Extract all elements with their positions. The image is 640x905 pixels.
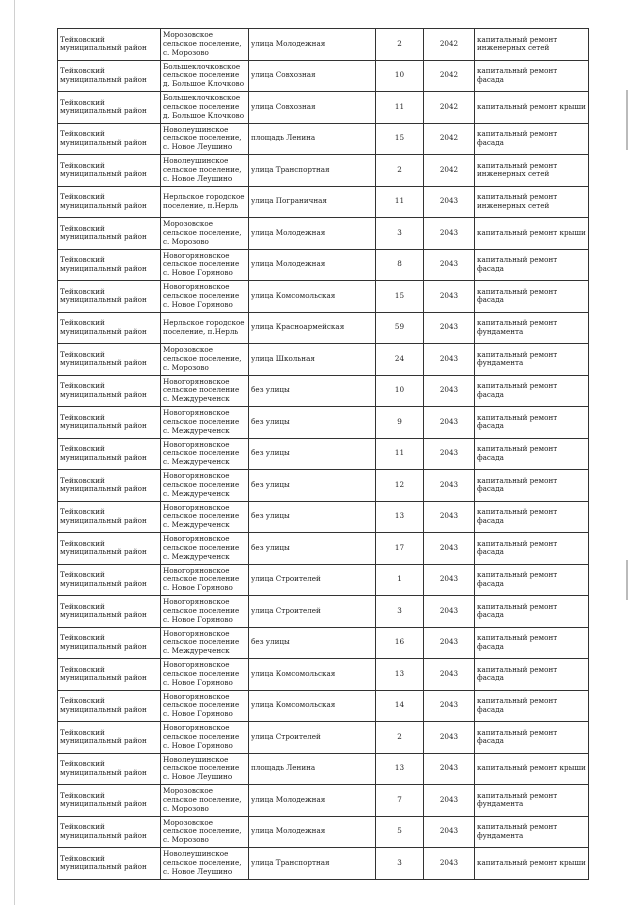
settlement-cell: Новогоряновское сельское поселение с. Новое Горяново (161, 659, 249, 691)
house-number-cell: 16 (376, 627, 424, 659)
settlement-cell: Новогоряновское сельское поселение с. Междуреченск (161, 438, 249, 470)
work-type-cell: капитальный ремонт фасада (475, 722, 589, 754)
house-number-cell: 9 (376, 407, 424, 439)
street-cell: улица Молодежная (249, 816, 376, 848)
district-cell: Тейковский муниципальный район (58, 753, 161, 785)
settlement-cell: Нерльское городское поселение, п.Нерль (161, 312, 249, 344)
year-cell: 2043 (424, 438, 475, 470)
table-row (58, 249, 589, 281)
work-type-cell: капитальный ремонт фасада (475, 60, 589, 92)
street-cell: улица Молодежная (249, 29, 376, 61)
table-row (58, 344, 589, 376)
scan-edge-line (14, 0, 15, 905)
settlement-cell: Новогоряновское сельское поселение с. Новое Горяново (161, 722, 249, 754)
table-row (58, 92, 589, 124)
district-cell: Тейковский муниципальный район (58, 501, 161, 533)
table-row (58, 690, 589, 722)
house-number-cell: 3 (376, 596, 424, 628)
district-cell: Тейковский муниципальный район (58, 312, 161, 344)
table-row (58, 816, 589, 848)
district-cell: Тейковский муниципальный район (58, 249, 161, 281)
district-cell: Тейковский муниципальный район (58, 29, 161, 61)
table-row (58, 29, 589, 61)
street-cell: площадь Ленина (249, 753, 376, 785)
year-cell: 2043 (424, 470, 475, 502)
street-cell: без улицы (249, 533, 376, 565)
table-row (58, 281, 589, 313)
settlement-cell: Новогоряновское сельское поселение с. Междуреченск (161, 501, 249, 533)
settlement-cell: Новогоряновское сельское поселение с. Новое Горяново (161, 690, 249, 722)
year-cell: 2042 (424, 123, 475, 155)
work-type-cell: капитальный ремонт фасада (475, 438, 589, 470)
street-cell: улица Транспортная (249, 848, 376, 880)
street-cell: улица Комсомольская (249, 690, 376, 722)
work-type-cell: капитальный ремонт инженерных сетей (475, 155, 589, 187)
work-type-cell: капитальный ремонт фасада (475, 249, 589, 281)
table-row (58, 533, 589, 565)
district-cell: Тейковский муниципальный район (58, 155, 161, 187)
year-cell: 2043 (424, 312, 475, 344)
house-number-cell: 15 (376, 281, 424, 313)
street-cell: улица Молодежная (249, 218, 376, 250)
work-type-cell: капитальный ремонт фасада (475, 596, 589, 628)
year-cell: 2043 (424, 249, 475, 281)
work-type-cell: капитальный ремонт фасада (475, 375, 589, 407)
settlement-cell: Большеклочковское сельское поселение д. Большое Клочково (161, 60, 249, 92)
district-cell: Тейковский муниципальный район (58, 596, 161, 628)
settlement-cell: Новогоряновское сельское поселение с. Междуреченск (161, 375, 249, 407)
house-number-cell: 59 (376, 312, 424, 344)
year-cell: 2043 (424, 344, 475, 376)
house-number-cell: 12 (376, 470, 424, 502)
table-row (58, 60, 589, 92)
work-type-cell: капитальный ремонт инженерных сетей (475, 186, 589, 218)
year-cell: 2043 (424, 186, 475, 218)
settlement-cell: Новогоряновское сельское поселение с. Новое Горяново (161, 596, 249, 628)
street-cell: без улицы (249, 627, 376, 659)
year-cell: 2042 (424, 29, 475, 61)
table-row (58, 155, 589, 187)
district-cell: Тейковский муниципальный район (58, 564, 161, 596)
scan-artifact (626, 90, 628, 150)
house-number-cell: 13 (376, 753, 424, 785)
district-cell: Тейковский муниципальный район (58, 123, 161, 155)
house-number-cell: 11 (376, 438, 424, 470)
year-cell: 2043 (424, 218, 475, 250)
street-cell: без улицы (249, 375, 376, 407)
table-row (58, 753, 589, 785)
work-type-cell: капитальный ремонт фасада (475, 501, 589, 533)
settlement-cell: Морозовское сельское поселение, с. Морозово (161, 218, 249, 250)
street-cell: улица Строителей (249, 564, 376, 596)
district-cell: Тейковский муниципальный район (58, 533, 161, 565)
year-cell: 2043 (424, 564, 475, 596)
work-type-cell: капитальный ремонт фасада (475, 627, 589, 659)
street-cell: улица Красноармейская (249, 312, 376, 344)
district-cell: Тейковский муниципальный район (58, 659, 161, 691)
district-cell: Тейковский муниципальный район (58, 785, 161, 817)
house-number-cell: 10 (376, 375, 424, 407)
work-type-cell: капитальный ремонт крыши (475, 753, 589, 785)
street-cell: улица Транспортная (249, 155, 376, 187)
house-number-cell: 13 (376, 501, 424, 533)
work-type-cell: капитальный ремонт крыши (475, 92, 589, 124)
settlement-cell: Новогоряновское сельское поселение с. Междуреченск (161, 470, 249, 502)
house-number-cell: 2 (376, 29, 424, 61)
scan-artifact (626, 560, 628, 600)
house-number-cell: 3 (376, 848, 424, 880)
work-type-cell: капитальный ремонт инженерных сетей (475, 29, 589, 61)
district-cell: Тейковский муниципальный район (58, 722, 161, 754)
table-row (58, 186, 589, 218)
settlement-cell: Новолеушинское сельское поселение с. Новое Леушино (161, 753, 249, 785)
table-row (58, 659, 589, 691)
settlement-cell: Большеклочковское сельское поселение д. Большое Клочково (161, 92, 249, 124)
street-cell: улица Комсомольская (249, 281, 376, 313)
settlement-cell: Нерльское городское поселение, п.Нерль (161, 186, 249, 218)
table-row (58, 848, 589, 880)
house-number-cell: 11 (376, 92, 424, 124)
house-number-cell: 17 (376, 533, 424, 565)
district-cell: Тейковский муниципальный район (58, 816, 161, 848)
settlement-cell: Новолеушинское сельское поселение, с. Новое Леушино (161, 848, 249, 880)
table-row (58, 501, 589, 533)
district-cell: Тейковский муниципальный район (58, 690, 161, 722)
district-cell: Тейковский муниципальный район (58, 92, 161, 124)
table-row (58, 596, 589, 628)
house-number-cell: 5 (376, 816, 424, 848)
street-cell: без улицы (249, 501, 376, 533)
street-cell: улица Строителей (249, 722, 376, 754)
street-cell: улица Пограничная (249, 186, 376, 218)
table-row (58, 407, 589, 439)
year-cell: 2043 (424, 501, 475, 533)
district-cell: Тейковский муниципальный район (58, 281, 161, 313)
street-cell: без улицы (249, 407, 376, 439)
year-cell: 2043 (424, 722, 475, 754)
year-cell: 2043 (424, 785, 475, 817)
street-cell: площадь Ленина (249, 123, 376, 155)
street-cell: улица Совхозная (249, 60, 376, 92)
work-type-cell: капитальный ремонт крыши (475, 218, 589, 250)
year-cell: 2043 (424, 596, 475, 628)
table-row (58, 722, 589, 754)
house-number-cell: 2 (376, 722, 424, 754)
street-cell: улица Школьная (249, 344, 376, 376)
year-cell: 2043 (424, 659, 475, 691)
settlement-cell: Новогоряновское сельское поселение с. Новое Горяново (161, 281, 249, 313)
work-type-cell: капитальный ремонт фасада (475, 470, 589, 502)
district-cell: Тейковский муниципальный район (58, 438, 161, 470)
street-cell: улица Комсомольская (249, 659, 376, 691)
table-row (58, 438, 589, 470)
year-cell: 2043 (424, 848, 475, 880)
table-row (58, 218, 589, 250)
district-cell: Тейковский муниципальный район (58, 470, 161, 502)
year-cell: 2043 (424, 281, 475, 313)
settlement-cell: Новогоряновское сельское поселение с. Междуреченск (161, 533, 249, 565)
district-cell: Тейковский муниципальный район (58, 848, 161, 880)
house-number-cell: 11 (376, 186, 424, 218)
work-type-cell: капитальный ремонт фасада (475, 690, 589, 722)
district-cell: Тейковский муниципальный район (58, 60, 161, 92)
table-row (58, 375, 589, 407)
settlement-cell: Новогоряновское сельское поселение с. Новое Горяново (161, 564, 249, 596)
house-number-cell: 24 (376, 344, 424, 376)
district-cell: Тейковский муниципальный район (58, 186, 161, 218)
street-cell: улица Молодежная (249, 249, 376, 281)
year-cell: 2042 (424, 60, 475, 92)
year-cell: 2043 (424, 690, 475, 722)
year-cell: 2043 (424, 627, 475, 659)
street-cell: без улицы (249, 470, 376, 502)
house-number-cell: 8 (376, 249, 424, 281)
house-number-cell: 1 (376, 564, 424, 596)
settlement-cell: Морозовское сельское поселение, с. Морозово (161, 816, 249, 848)
work-type-cell: капитальный ремонт фундамента (475, 816, 589, 848)
table-row (58, 123, 589, 155)
settlement-cell: Морозовское сельское поселение, с. Морозово (161, 29, 249, 61)
table-row (58, 627, 589, 659)
settlement-cell: Новолеушинское сельское поселение, с. Новое Леушино (161, 123, 249, 155)
house-number-cell: 14 (376, 690, 424, 722)
work-type-cell: капитальный ремонт крыши (475, 848, 589, 880)
year-cell: 2043 (424, 533, 475, 565)
house-number-cell: 13 (376, 659, 424, 691)
house-number-cell: 3 (376, 218, 424, 250)
district-cell: Тейковский муниципальный район (58, 627, 161, 659)
work-type-cell: капитальный ремонт фасада (475, 659, 589, 691)
work-type-cell: капитальный ремонт фасада (475, 281, 589, 313)
house-number-cell: 10 (376, 60, 424, 92)
year-cell: 2043 (424, 375, 475, 407)
work-type-cell: капитальный ремонт фасада (475, 123, 589, 155)
year-cell: 2042 (424, 155, 475, 187)
street-cell: без улицы (249, 438, 376, 470)
street-cell: улица Молодежная (249, 785, 376, 817)
settlement-cell: Новогоряновское сельское поселение с. Междуреченск (161, 627, 249, 659)
work-type-cell: капитальный ремонт фасада (475, 407, 589, 439)
table-row (58, 312, 589, 344)
table-row (58, 564, 589, 596)
district-cell: Тейковский муниципальный район (58, 407, 161, 439)
district-cell: Тейковский муниципальный район (58, 344, 161, 376)
work-type-cell: капитальный ремонт фасада (475, 533, 589, 565)
table-body (58, 29, 589, 880)
street-cell: улица Совхозная (249, 92, 376, 124)
work-type-cell: капитальный ремонт фундамента (475, 785, 589, 817)
district-cell: Тейковский муниципальный район (58, 375, 161, 407)
settlement-cell: Новогоряновское сельское поселение с. Междуреченск (161, 407, 249, 439)
district-cell: Тейковский муниципальный район (58, 218, 161, 250)
year-cell: 2043 (424, 407, 475, 439)
table-row (58, 785, 589, 817)
settlement-cell: Морозовское сельское поселение, с. Морозово (161, 785, 249, 817)
work-type-cell: капитальный ремонт фундамента (475, 312, 589, 344)
work-type-cell: капитальный ремонт фундамента (475, 344, 589, 376)
year-cell: 2042 (424, 92, 475, 124)
settlement-cell: Новолеушинское сельское поселение, с. Новое Леушино (161, 155, 249, 187)
house-number-cell: 2 (376, 155, 424, 187)
settlement-cell: Новогоряновское сельское поселение с. Новое Горяново (161, 249, 249, 281)
house-number-cell: 7 (376, 785, 424, 817)
street-cell: улица Строителей (249, 596, 376, 628)
repair-schedule-table (57, 28, 589, 880)
table-row (58, 470, 589, 502)
house-number-cell: 15 (376, 123, 424, 155)
settlement-cell: Морозовское сельское поселение, с. Морозово (161, 344, 249, 376)
year-cell: 2043 (424, 816, 475, 848)
work-type-cell: капитальный ремонт фасада (475, 564, 589, 596)
year-cell: 2043 (424, 753, 475, 785)
